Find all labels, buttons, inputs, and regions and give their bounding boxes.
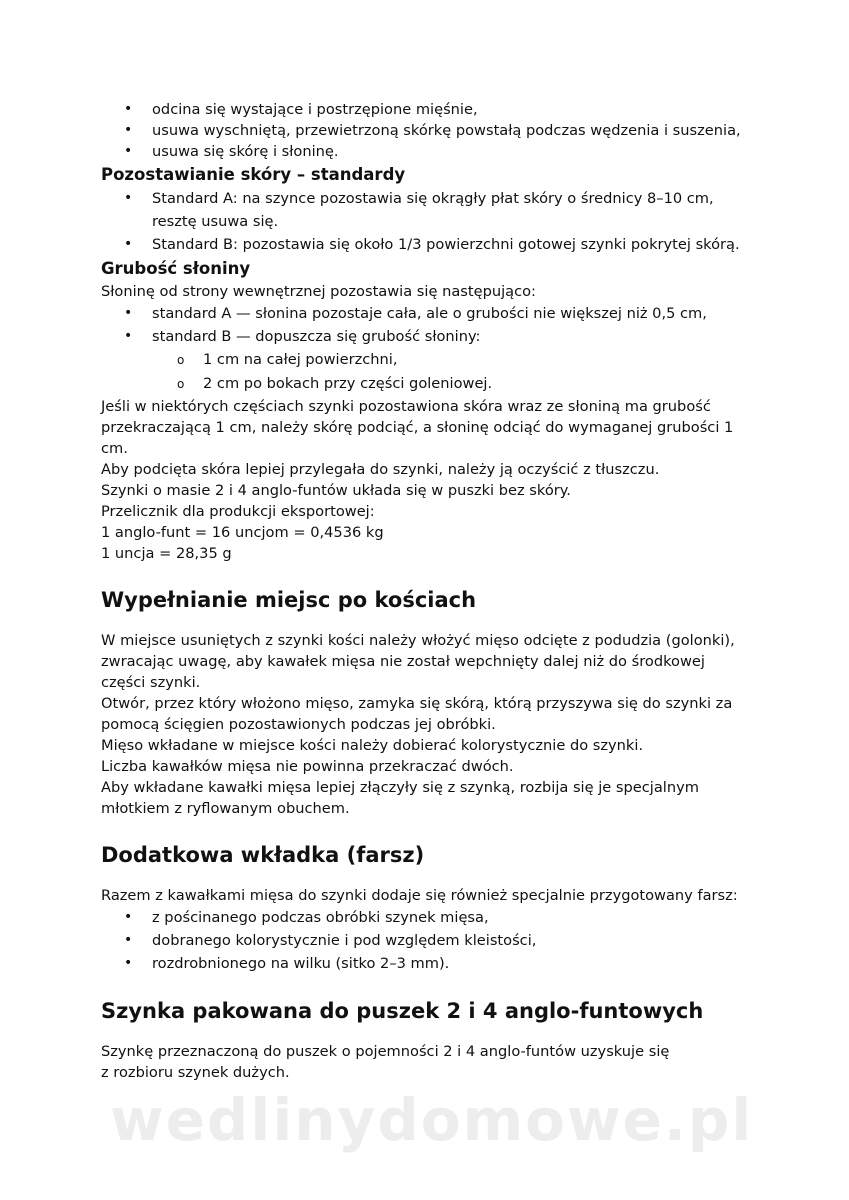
paragraph: W miejsce usuniętych z szynki kości należy włożyć mięso odcięte z podudzia (golonki), zwracając uwagę, aby kawałek mięsa nie został wepchnięty dalej niż do środkowej części szynki. <box>101 632 735 691</box>
paragraph: Mięso wkładane w miejsce kości należy dobierać kolorystycznie do szynki. <box>101 737 644 754</box>
paragraph: Aby wkładane kawałki mięsa lepiej złączyły się z szynką, rozbija się je specjalnym młotkiem z ryflowanym obuchem. <box>101 779 699 817</box>
paragraph: Liczba kawałków mięsa nie powinna przekraczać dwóch. <box>101 758 514 775</box>
list-item: • Standard A: na szynce pozostawia się okrągły płat skóry o średnicy 8–10 cm, resztę usuwa się. <box>101 187 751 233</box>
section-heading-bones: Wypełnianie miejsc po kościach <box>101 588 477 612</box>
list-item: • rozdrobnionego na wilku (sitko 2–3 mm). <box>101 952 761 975</box>
list-item: • standard B — dopuszcza się grubość słoniny: <box>101 325 761 348</box>
sub-list-item: o 1 cm na całej powierzchni, <box>101 348 761 372</box>
list-item: • usuwa wyschniętą, przewietrzoną skórkę powstałą podczas wędzenia i suszenia, <box>101 120 761 141</box>
section-heading-skin: Pozostawianie skóry – standardy <box>101 165 406 184</box>
paragraph: Otwór, przez który włożono mięso, zamyka się skórą, którą przyszywa się do szynki za pomocą ścięgien pozostawionych podczas jej obróbki. <box>101 695 733 733</box>
paragraph: Aby podcięta skóra lepiej przylegała do szynki, należy ją oczyścić z tłuszczu. <box>101 461 660 478</box>
list-item: • z pościnanego podczas obróbki szynek mięsa, <box>101 906 761 929</box>
section-heading-fat: Grubość słoniny <box>101 259 251 278</box>
skin-standards-list <box>101 187 751 256</box>
filling-intro: Razem z kawałkami mięsa do szynki dodaje się również specjalnie przygotowany farsz: <box>101 887 738 904</box>
top-bullet-list <box>101 99 761 162</box>
section-heading-canned: Szynka pakowana do puszek 2 i 4 anglo-funtowych <box>101 999 704 1023</box>
fat-standards-list <box>101 302 761 348</box>
paragraph: Szynki o masie 2 i 4 anglo-funtów układa się w puszki bez skóry. <box>101 482 571 499</box>
fat-sublist <box>101 348 761 396</box>
list-item: • usuwa się skórę i słoninę. <box>101 141 761 162</box>
document-page <box>101 99 761 1083</box>
section-heading-filling: Dodatkowa wkładka (farsz) <box>101 843 425 867</box>
list-item: • odcina się wystające i postrzępione mięśnie, <box>101 99 761 120</box>
fat-intro: Słoninę od strony wewnętrznej pozostawia się następująco: <box>101 283 536 300</box>
paragraph: Jeśli w niektórych częściach szynki pozostawiona skóra wraz ze słoniną ma grubość przekraczającą 1 cm, należy skórę podciąć, a słoninę odciąć do wymaganej grubości 1 cm. <box>101 398 734 457</box>
list-item: • standard A — słonina pozostaje cała, ale o grubości nie większej niż 0,5 cm, <box>101 302 761 325</box>
paragraph: 1 uncja = 28,35 g <box>101 545 232 562</box>
list-item: • Standard B: pozostawia się około 1/3 powierzchni gotowej szynki pokrytej skórą. <box>101 233 751 256</box>
sub-list-item: o 2 cm po bokach przy części goleniowej. <box>101 372 761 396</box>
watermark-logo: wedlinydomowe.pl <box>110 1086 754 1154</box>
paragraph-line: z rozbioru szynek dużych. <box>101 1064 290 1081</box>
filling-list <box>101 906 761 975</box>
paragraph: Przelicznik dla produkcji eksportowej: <box>101 503 375 520</box>
list-item: • dobranego kolorystycznie i pod względem kleistości, <box>101 929 761 952</box>
paragraph: 1 anglo-funt = 16 uncjom = 0,4536 kg <box>101 524 384 541</box>
paragraph-line: Szynkę przeznaczoną do puszek o pojemności 2 i 4 anglo-funtów uzyskuje się <box>101 1043 670 1060</box>
